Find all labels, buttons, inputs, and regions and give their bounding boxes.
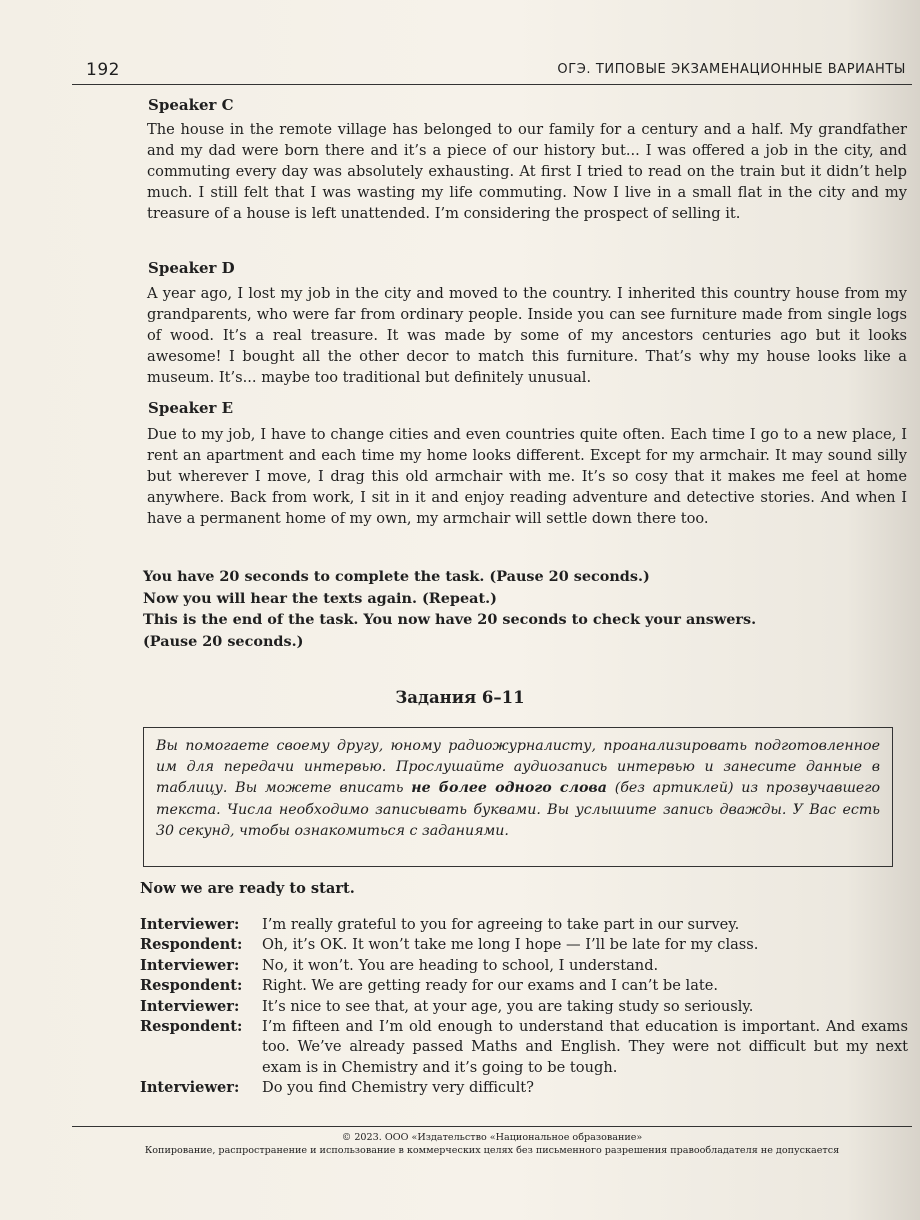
dialogue-line (140, 935, 908, 955)
interview-dialogue (140, 915, 908, 1099)
task-text-emphasis: не более одного слова (411, 780, 607, 797)
dialogue-speaker: Interviewer: (140, 916, 240, 933)
dialogue-speaker: Respondent: (140, 977, 243, 995)
dialogue-line (140, 915, 908, 935)
task-text-intro: Вы помогаете своему другу, юному радиожурналисту, проанализировать подготовленное им для передачи интервью. Прослушайте аудиозапись интервью и занесите данные в таблицу. Вы можете вписать (156, 738, 880, 797)
dialogue-speaker: Interviewer: (140, 1079, 240, 1097)
dialogue-line (140, 976, 908, 996)
task-text-outro: (без артиклей) из прозвучавшего текста. Числа необходимо записывать буквами. Вы услышите запись дважды. У Вас есть 30 секунд, чтобы ознакомиться с заданиями. (156, 780, 880, 839)
dialogue-text: I’m fifteen and I’m old enough to understand that education is important. And exams too. We’ve already passed Maths and English. They were not difficult but my next exam is in Chemistry and it’s going to be tough. (262, 1018, 908, 1076)
speaker-e-text: Due to my job, I have to change cities and even countries quite often. Each time I go to a new place, I rent an apartment and each time my home looks different. Except for my armchair. It may sound silly but wherever I move, I drag this old armchair with me. It’s so cosy that it makes me feel at home anywhere. Back from work, I sit in it and enjoy reading adventure and detective stories. And when I have a permanent home of my own, my armchair will settle down there too. (147, 426, 907, 527)
speaker-d-label: Speaker D (148, 259, 235, 277)
task-instructions-box (143, 727, 893, 867)
dialogue-text: It’s nice to see that, at your age, you are taking study so seriously. (262, 997, 754, 1015)
speaker-e-label: Speaker E (148, 399, 234, 417)
instruction-line: This is the end of the task. You now have 20 seconds to check your answers. (143, 611, 757, 628)
dialogue-line (140, 1078, 908, 1098)
dialogue-speaker: Interviewer: (140, 956, 240, 974)
speaker-c-text: The house in the remote village has belonged to our family for a century and a half. My grandfather and my dad were born there and it’s a piece of our history but... I was offered a job in the city, and commuting every day was absolutely exhausting. At first I tried to read on the train but it didn’t help much. I still felt that I was wasting my life commuting. Now I live in a small flat in the city and my treasure of a house is left unattended. I’m considering the prospect of selling it. (147, 121, 907, 222)
footer-copyright: © 2023. ООО «Издательство «Национальное образование» (341, 1132, 643, 1143)
page-header (72, 58, 912, 85)
dialogue-text: No, it won’t. You are heading to school, I understand. (262, 956, 659, 974)
dialogue-text: Do you find Chemistry very difficult? (262, 1079, 534, 1097)
dialogue-speaker: Interviewer: (140, 997, 240, 1015)
speaker-c-label: Speaker C (148, 96, 234, 114)
dialogue-text: I’m really grateful to you for agreeing to take part in our survey. (262, 916, 740, 933)
instruction-line: (Pause 20 seconds.) (143, 632, 304, 650)
running-head: ОГЭ. ТИПОВЫЕ ЭКЗАМЕНАЦИОННЫЕ ВАРИАНТЫ (557, 62, 906, 77)
audio-instructions (143, 566, 843, 652)
footer-notice: Копирование, распространение и использование в коммерческих целях без письменного разрешения правообладателя не допускается (144, 1145, 840, 1156)
speaker-d-text: A year ago, I lost my job in the city and moved to the country. I inherited this country house from my grandparents, who were far from ordinary people. Inside you can see furniture made from single logs of wood. It’s a real treasure. It was made by some of my ancestors centuries ago but it looks awesome! I bought all the other decor to match this furniture. That’s why my house looks like a museum. It’s... maybe too traditional but definitely unusual. (147, 285, 907, 386)
instruction-line: Now you will hear the texts again. (Repeat.) (143, 589, 497, 607)
dialogue-speaker: Respondent: (140, 1018, 243, 1036)
dialogue-line (140, 956, 908, 976)
dialogue-speaker: Respondent: (140, 936, 243, 954)
section-title: Задания 6–11 (395, 688, 525, 707)
dialogue-line (140, 997, 908, 1017)
dialogue-text: Right. We are getting ready for our exams and I can’t be late. (262, 977, 719, 995)
page-number: 192 (86, 60, 120, 80)
dialogue-text: Oh, it’s OK. It won’t take me long I hope — I’ll be late for my class. (262, 936, 759, 954)
page-footer (72, 1126, 912, 1157)
instruction-line: You have 20 seconds to complete the task. (Pause 20 seconds.) (143, 568, 650, 585)
ready-line: Now we are ready to start. (140, 880, 355, 897)
dialogue-line (140, 1017, 908, 1078)
